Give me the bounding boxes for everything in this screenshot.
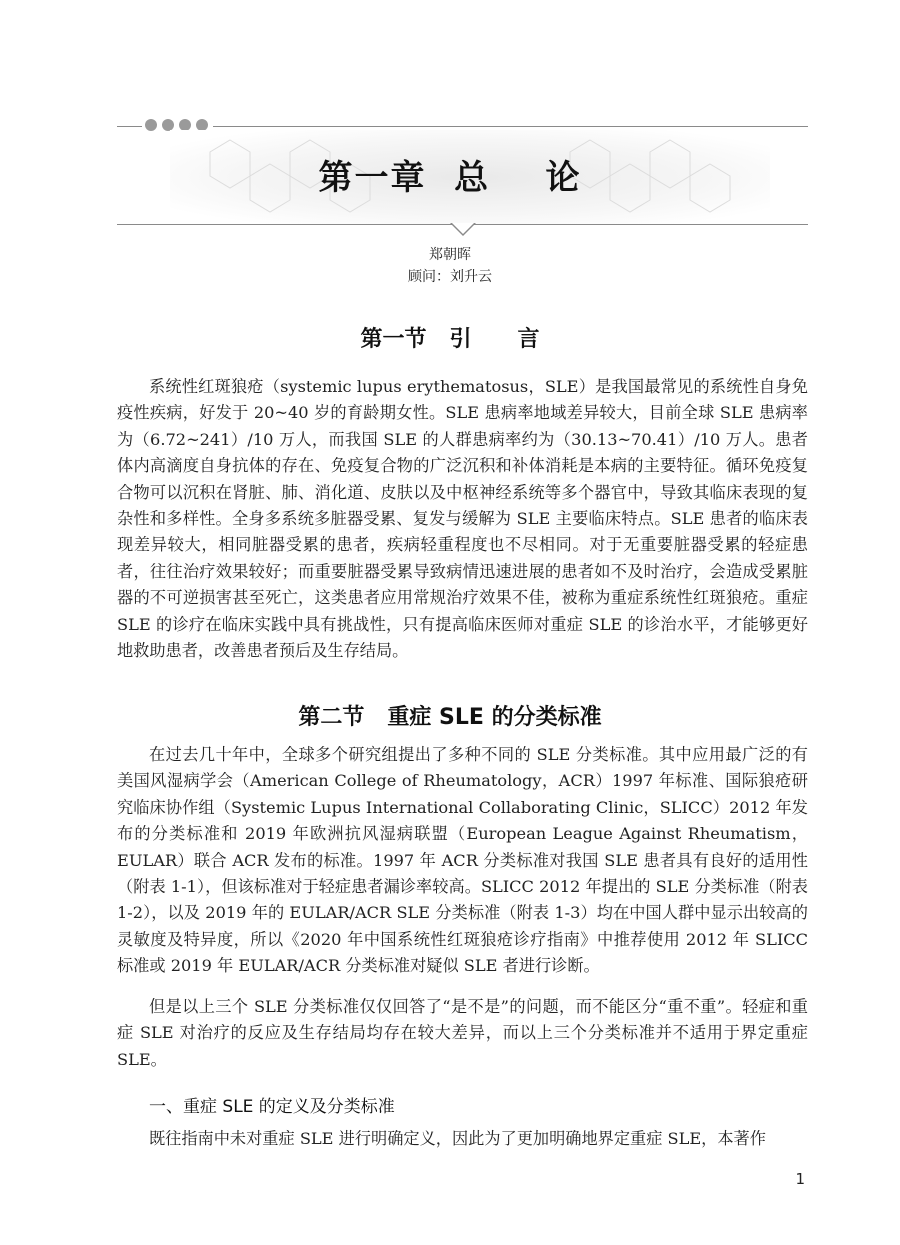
- header-rule-right: [213, 126, 808, 127]
- classification-paragraph-2: 但是以上三个 SLE 分类标准仅仅回答了“是不是”的问题，而不能区分“重不重”。轻症和重症 SLE 对治疗的反应及生存结局均存在较大差异，而以上三个分类标准并不适用于界定重症 SLE。: [117, 997, 808, 1069]
- definition-paragraph: 既往指南中未对重症 SLE 进行明确定义，因此为了更加明确地界定重症 SLE，本著作: [149, 1129, 766, 1148]
- introduction-paragraph: 系统性红斑狼疮（systemic lupus erythematosus，SLE）是我国最常见的系统性自身免疫性疾病，好发于 20~40 岁的育龄期女性。SLE 患病率地域差异较大，目前全球 SLE 患病率为（6.72~241）/10 万人，而我国 SLE 的人群患病率约为（30.13~70.41）/10 万人。患者体内高滴度自身抗体的存在、免疫复合物的广泛沉积和补体消耗是本病的主要特征。循环免疫复合物可以沉积在肾脏、肺、消化道、皮肤以及中枢神经系统等多个器官中，导致其临床表现的复杂性和多样性。全身多系统多脏器受累、复发与缓解为 SLE 主要临床特点。SLE 患者的临床表现差异较大，相同脏器受累的患者，疾病轻重程度也不尽相同。对于无重要脏器受累的轻症患者，往往治疗效果较好；而重要脏器受累导致病情迅速进展的患者如不及时治疗，会造成受累脏器的不可逆损害甚至死亡，这类患者应用常规治疗效果不佳，被称为重症系统性红斑狼疮。重症 SLE 的诊疗在临床实践中具有挑战性，只有提高临床医师对重症 SLE 的诊治水平，才能够更好地救助患者，改善患者预后及生存结局。: [117, 377, 808, 661]
- header-dot: [145, 119, 157, 131]
- chapter-title: 第一章 总 论: [318, 158, 582, 198]
- section-title-introduction: 第一节 引 言: [360, 327, 540, 352]
- subsection-heading: 一、重症 SLE 的定义及分类标准: [149, 1097, 395, 1117]
- header-rule-left: [117, 126, 142, 127]
- page-number: 1: [795, 1170, 805, 1188]
- classification-paragraph-1: 在过去几十年中，全球多个研究组提出了多种不同的 SLE 分类标准。其中应用最广泛的有美国风湿病学会（American College of Rheumatology，ACR）1997 年标准、国际狼疮研究临床协作组（Systemic Lupus International Collaborating Clinic，SLICC）2012 年发布的分类标准和 2019 年欧洲抗风湿病联盟（European League Against Rheumatism，EULAR）联合 ACR 发布的标准。1997 年 ACR 分类标准对我国 SLE 患者具有良好的适用性（附表 1-1），但该标准对于轻症患者漏诊率较高。SLICC 2012 年提出的 SLE 分类标准（附表 1-2），以及 2019 年的 EULAR/ACR SLE 分类标准（附表 1-3）均在中国人群中显示出较高的灵敏度及特异度，所以《2020 年中国系统性红斑狼疮诊疗指南》中推荐使用 2012 年 SLICC 标准或 2019 年 EULAR/ACR 分类标准对疑似 SLE 者进行诊断。: [117, 745, 808, 976]
- author-name: 郑朝晖: [429, 247, 471, 263]
- advisor-name: 顾问：刘升云: [408, 269, 492, 285]
- section-title-classification: 第二节 重症 SLE 的分类标准: [298, 705, 602, 730]
- header-notch-inner: [452, 223, 474, 234]
